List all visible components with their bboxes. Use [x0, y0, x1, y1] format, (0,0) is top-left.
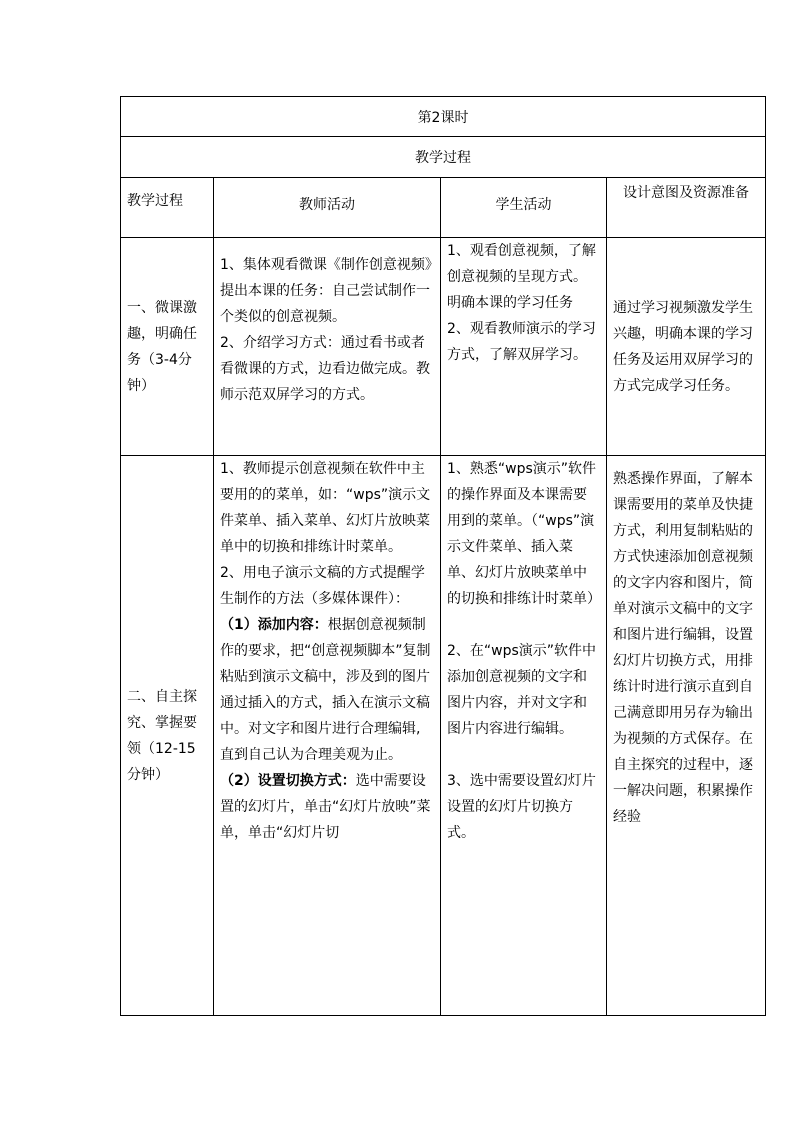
lesson-plan-table	[120, 96, 766, 1016]
teacher-activity-paragraph: 2、介绍学习方式：通过看书或者看微课的方式，边看边做完成。教师示范双屏学习的方式。	[220, 335, 430, 403]
header-student: 学生活动	[441, 178, 607, 238]
student-activity-paragraph: 1、观看创意视频，了解创意视频的呈现方式。明确本课的学习任务	[447, 243, 596, 311]
teacher-activity-paragraph: 1、集体观看微课《制作创意视频》提出本课的任务：自己尝试制作一个类似的创意视频。	[220, 257, 432, 325]
table-row	[121, 456, 766, 1016]
stage-cell: 二、自主探究、掌握要领（12-15分钟）	[121, 456, 214, 1016]
step-label: （2）设置切换方式：	[220, 773, 356, 789]
header-process: 教学过程	[121, 178, 214, 238]
header-design: 设计意图及资源准备	[607, 178, 766, 238]
student-activity-cell	[441, 456, 607, 1016]
header-teacher: 教师活动	[214, 178, 441, 238]
teacher-activity-paragraph	[220, 612, 434, 768]
step-text: 根据创意视频制作的要求，把“创意视频脚本”复制粘贴到演示文稿中，涉及到的图片通过插入的方式，插入在演示文稿中。对文字和图片进行合理编辑,直到自己认为合理美观为止。	[220, 617, 431, 763]
stage-cell: 一、微课激趣，明确任务（3-4分钟）	[121, 238, 214, 456]
student-activity-paragraph: 2、观看教师演示的学习方式，了解双屏学习。	[447, 321, 596, 363]
step-label: （1）添加内容：	[220, 617, 328, 633]
table-subtitle-row	[121, 137, 766, 178]
teacher-activity-cell	[214, 238, 441, 456]
design-intent-cell: 通过学习视频激发学生兴趣，明确本课的学习任务及运用双屏学习的方式完成学习任务。	[607, 238, 766, 456]
teacher-activity-paragraph: 2、用电子演示文稿的方式提醒学生制作的方法（多媒体课件）：	[220, 565, 425, 607]
student-activity-paragraph: 2、在“wps演示”软件中添加创意视频的文字和图片内容，并对文字和图片内容进行编辑。	[447, 643, 597, 737]
table-title-row	[121, 97, 766, 137]
student-activity-cell	[441, 238, 607, 456]
teacher-activity-cell	[214, 456, 441, 1016]
paragraph-gap	[447, 612, 600, 638]
table-row	[121, 238, 766, 456]
step-text: 选中需要设置的幻灯片，单击“幻灯片放映”菜单，单击“幻灯片切	[220, 773, 431, 841]
teacher-activity-paragraph	[220, 768, 434, 846]
student-activity-paragraph: 3、选中需要设置幻灯片设置的幻灯片切换方式。	[447, 773, 596, 841]
table-header-row	[121, 178, 766, 238]
student-activity-paragraph: 1、熟悉“wps演示”软件的操作界面及本课需要用到的菜单。（“wps”演示文件菜单、插入菜单、幻灯片放映菜单中的切换和排练计时菜单）	[447, 461, 601, 607]
lesson-subtitle: 教学过程	[121, 137, 766, 178]
design-intent-cell: 熟悉操作界面，了解本课需要用的菜单及快捷方式，利用复制粘贴的方式快速添加创意视频的文字内容和图片，简单对演示文稿中的文字和图片进行编辑，设置幻灯片切换方式，用排练计时进行演示直到自己满意即用另存为输出为视频的方式保存。在自主探究的过程中，逐一解决问题，积累操作经验	[607, 456, 766, 1016]
paragraph-gap	[447, 742, 600, 768]
teacher-activity-paragraph: 1、教师提示创意视频在软件中主要用的的菜单，如：“wps”演示文件菜单、插入菜单、幻灯片放映菜单中的切换和排练计时菜单。	[220, 461, 431, 555]
lesson-title: 第2课时	[121, 97, 766, 137]
